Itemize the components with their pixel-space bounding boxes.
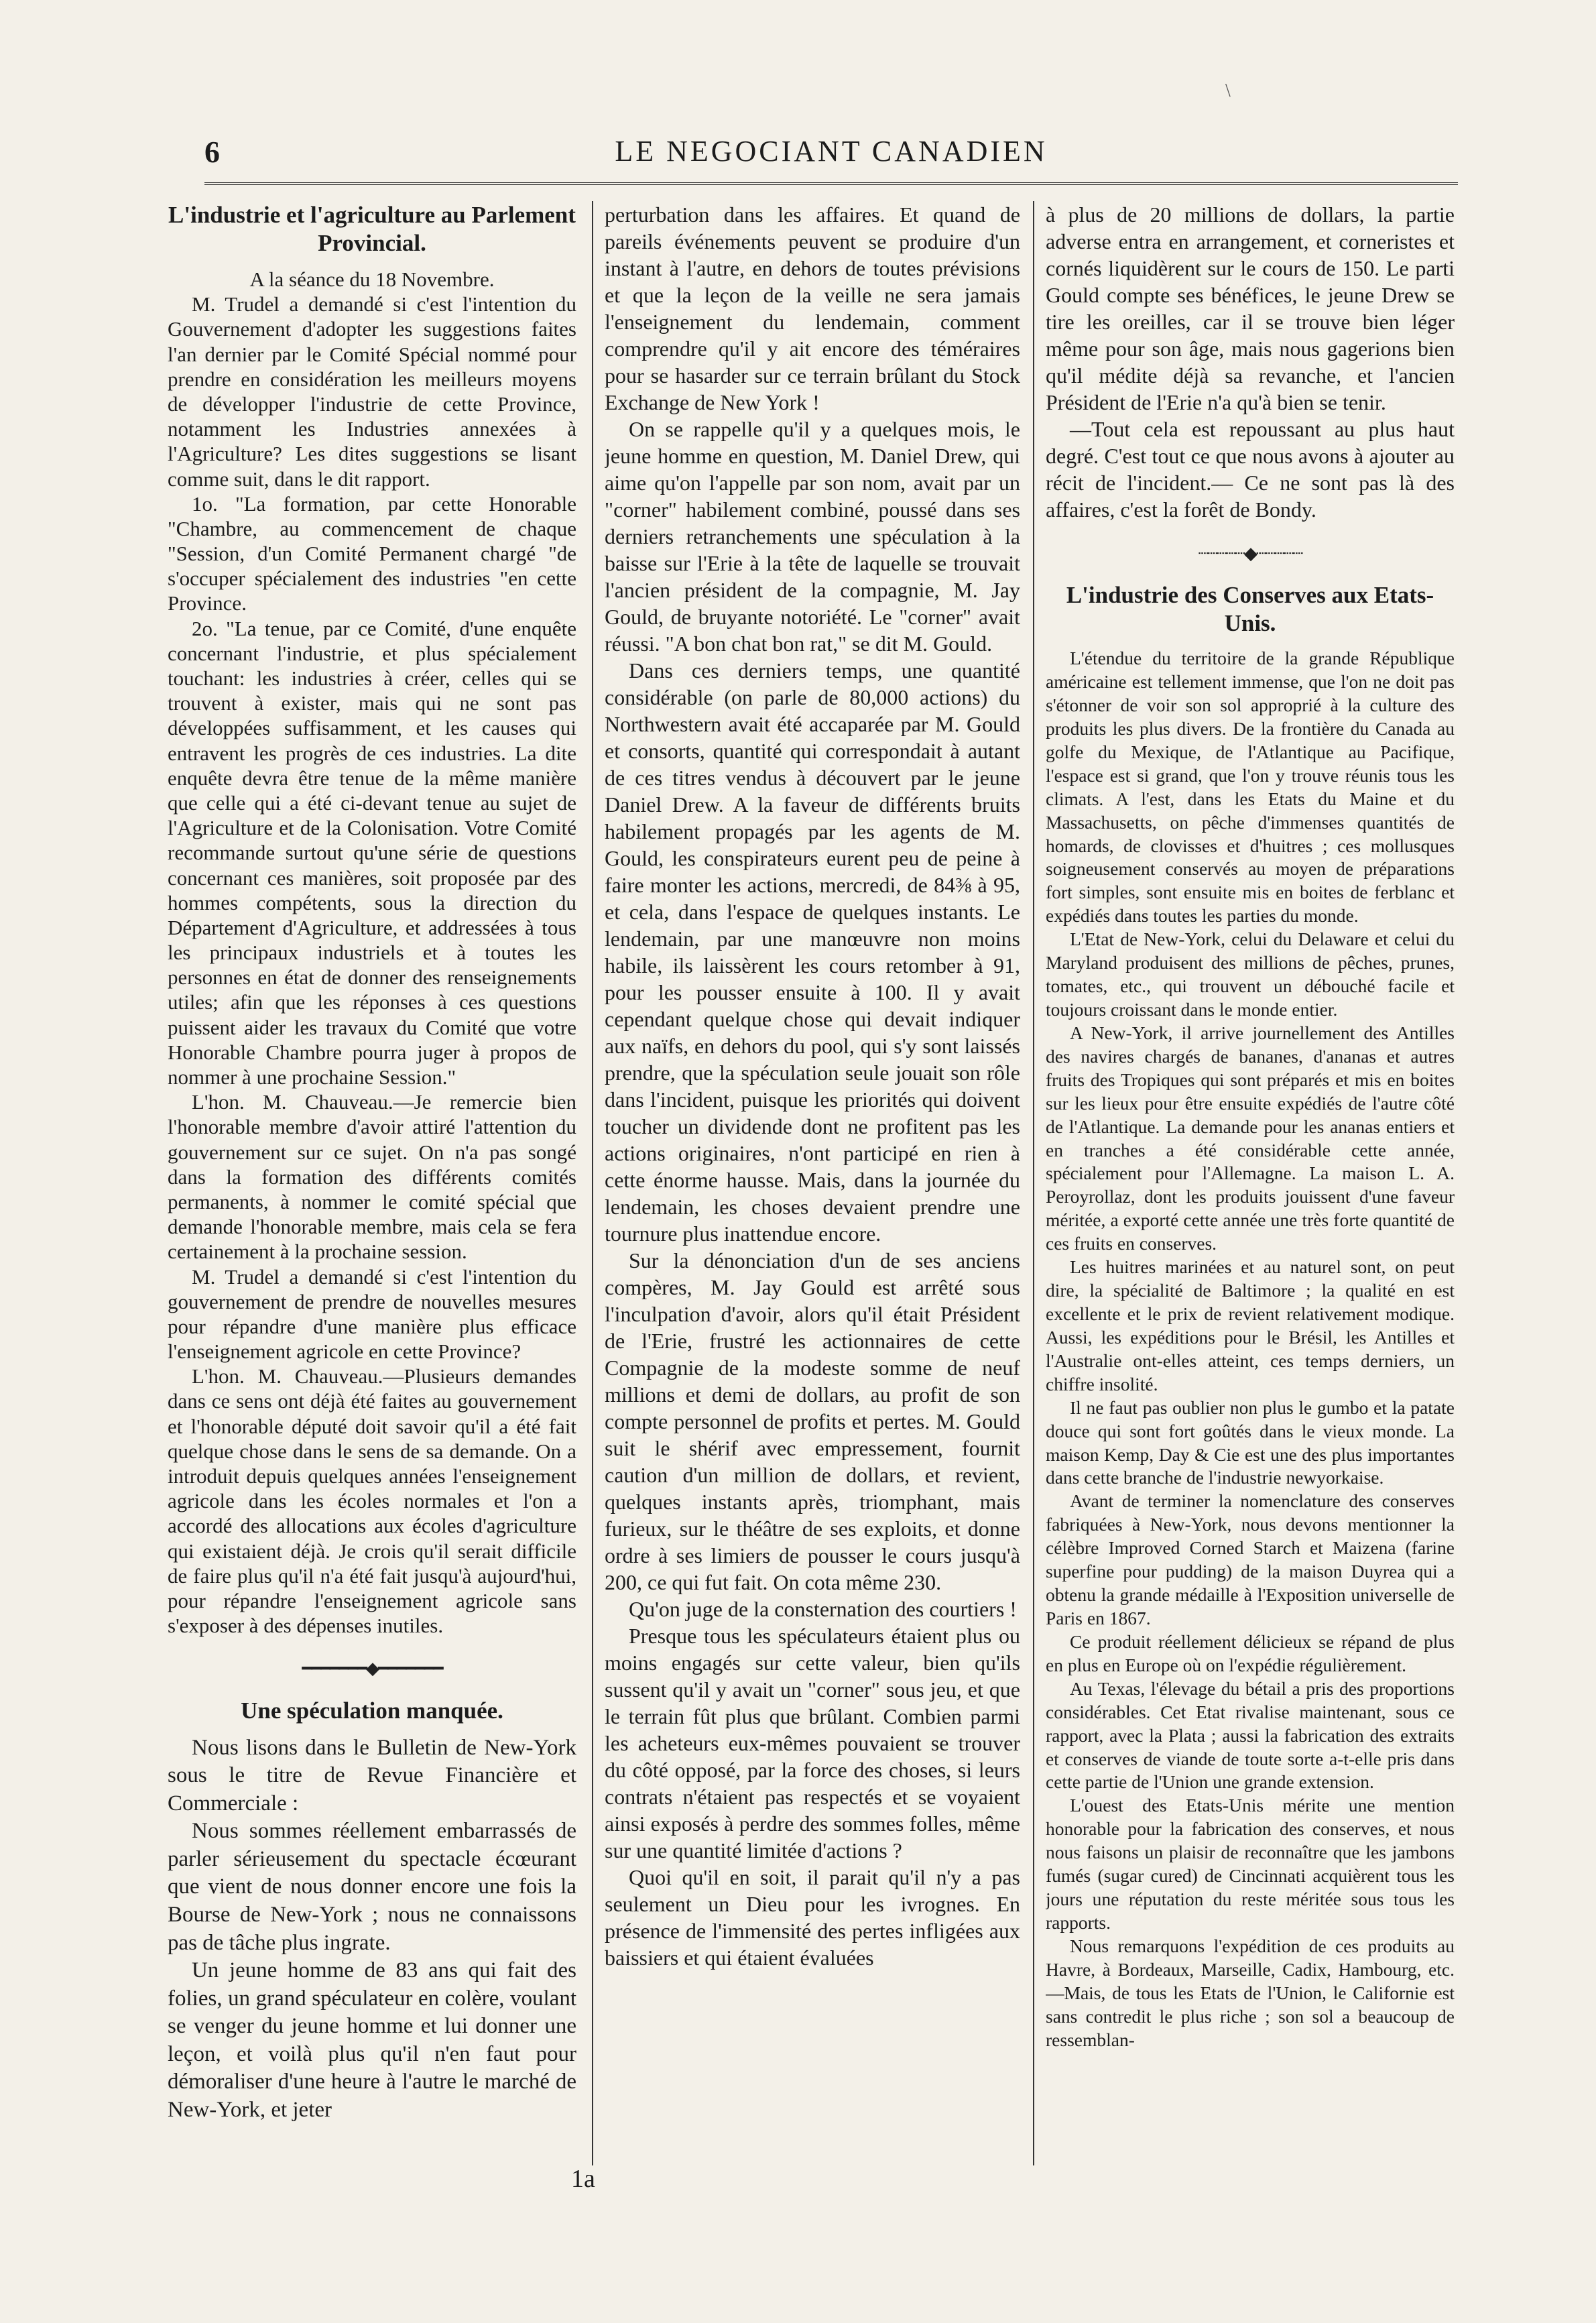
article-body-conserves — [1046, 647, 1455, 2051]
paragraph: On se rappelle qu'il y a quelques mois, le jeune homme en question, M. Daniel Drew, qui aime qu'on l'appelle par son nom, avait par un "corner" habilement combiné, poussé dans ses derniers retranchements une spéculation à la baisse sur l'Erie à la tête de laquelle se trouvait l'ancien président de la compagnie, M. Jay Gould, de bruyante notoriété. Le "corner" avait réussi. "A bon chat bon rat," se dit M. Gould. — [605, 417, 1020, 656]
article-title-conserves: L'industrie des Conserves aux Etats-Unis. — [1066, 582, 1434, 637]
paragraph: Avant de terminer la nomenclature des conserves fabriquées à New-York, nous devons mentionner la célèbre Improved Corned Starch et Maizena (farine superfine pour pudding) de la maison Duyrea qui a obtenu la grande médaille à l'Exposition universelle de Paris en 1867. — [1046, 1490, 1455, 1628]
page-number: 6 — [204, 135, 220, 169]
section-separator: ┈┈┈┈┈◆┈┈┈┈┈ — [1198, 544, 1302, 563]
article-title-speculation: Une spéculation manquée. — [241, 1697, 503, 1724]
article-title-parlement: L'industrie et l'agriculture au Parlement Provincial. — [168, 202, 576, 256]
paragraph: Ce produit réellement délicieux se répand de plus en plus en Europe où on l'expédie régulièrement. — [1046, 1630, 1455, 1675]
paragraph: A la séance du 18 Novembre. — [249, 267, 495, 291]
paragraph: perturbation dans les affaires. Et quand de pareils événements peuvent se produire d'un instant à l'autre, en dehors de toutes prévisions et que la leçon de la veille ne sera jamais l'enseignement du lendemain, comment comprendre qu'il y ait encore des téméraires pour se hasarder sur ce terrain brûlant du Stock Exchange de New York ! — [605, 202, 1020, 414]
printer-signature: 1a — [571, 2165, 595, 2193]
page-header — [204, 134, 1458, 181]
paragraph: A New-York, il arrive journellement des Antilles des navires chargés de bananes, d'ananas et autres fruits des Tropiques qui sont préparés et mis en boites sur les lieux pour être ensuite expédiés de l'autre côté de l'Atlantique. La demande pour les ananas entiers et en tranches a été considérable cette année, spécialement pour l'Allemagne. La maison L. A. Peroyrollaz, dont les produits jouissent d'une faveur méritée, a exporté cette année une très forte quantité de ces fruits en conserves. — [1046, 1022, 1455, 1254]
paragraph: Quoi qu'il en soit, il parait qu'il n'y a pas seulement un Dieu pour les ivrognes. En présence de l'immensité des pertes infligées aux baissiers et qui étaient évaluées — [605, 1865, 1020, 1970]
paragraph: 2o. "La tenue, par ce Comité, d'une enquête concernant l'industrie, et plus spécialement touchant: les industries à créer, celles qui se trouvent à exister, mais qui ne sont pas développées suffisamment, et les causes qui entravent les progrès de ces industries. La dite enquête devra être tenue de la même manière que celle qui a été ci-devant tenue au sujet de l'Agriculture et de la Colonisation. Votre Comité recommande surtout qu'une série de questions concernant ces manières, soit proposée par des hommes compétents, sous la direction du Département d'Agriculture, et addressées à tous les principaux industriels et à toutes les personnes en état de donner des renseignements utiles; afin que les réponses à ces questions puissent aider les travaux du Comité que votre Honorable Chambre pourra juger à propos de nommer à une prochaine Session." — [168, 616, 576, 1089]
stray-mark: \ — [1225, 80, 1231, 101]
paragraph: à plus de 20 millions de dollars, la partie adverse entra en arrangement, et corneristes et cornés liquidèrent sur le cours de 150. Le parti Gould compte ses bénéfices, le jeune Drew se tire les oreilles, car il se trouve bien léger même pour son âge, mais nous gagerions bien qu'il médite déjà sa revanche, et l'ancien Président de l'Erie n'a qu'à bien se tenir. — [1046, 202, 1455, 414]
paragraph: M. Trudel a demandé si c'est l'intention du Gouvernement d'adopter les suggestions faites l'an dernier par le Comité Spécial nommé pour prendre en considération les meilleurs moyens de développer l'industrie de cette Province, notamment les Industries annexées à l'Agriculture? Les dites suggestions se lisant comme suit, dans le dit rapport. — [168, 292, 576, 491]
paragraph: Un jeune homme de 83 ans qui fait des folies, un grand spéculateur en colère, voulant se venger du jeune homme et lui donner une leçon, et voilà plus qu'il n'en faut pour démoraliser d'une heure à l'autre le marché de New-York, et jeter — [168, 1958, 576, 2123]
paragraph: L'hon. M. Chauveau.—Plusieurs demandes dans ce sens ont déjà été faites au gouvernement et l'honorable député doit savoir qu'il a été fait quelque chose dans le sens de sa demande. On a introduit depuis quelques années l'enseignement agricole dans les écoles normales et l'on a accordé des allocations aux écoles d'agriculture qui existaient déjà. Je crois qu'il serait difficile de faire plus qu'il n'a été fait jusqu'à aujourd'hui, pour répandre l'enseignement agricole sans s'exposer à des dépenses inutiles. — [168, 1364, 576, 1638]
column-3 — [1046, 201, 1455, 2165]
paragraph: M. Trudel a demandé si c'est l'intention du gouvernement de prendre de nouvelles mesures pour répandre d'une manière plus efficace l'enseignement agricole en cette Province? — [168, 1264, 576, 1364]
header-rule — [204, 182, 1458, 185]
paragraph: L'étendue du territoire de la grande République américaine est tellement immense, que l'on ne doit pas s'étonner de voir son sol approprié à la culture des produits les plus divers. De la frontière du Canada au golfe du Mexique, de l'Atlantique au Pacifique, l'espace est si grand, que l'on y trouve réunis tous les climats. A l'est, dans les Etats du Maine et du Massachusetts, on pêche d'immenses quantités de homards, de clovisses et d'huitres ; ces mollusques soigneusement conservés au moyen de préparations fort simples, sont ensuite mis en boites de ferblanc et expédiés dans toutes les parties du monde. — [1046, 648, 1455, 927]
paragraph: Dans ces derniers temps, une quantité considérable (on parle de 80,000 actions) du Northwestern avait été accaparée par M. Gould et consorts, quantité qui correspondait à autant de ces titres vendus à découvert par le jeune Daniel Drew. A la faveur de différents bruits habilement propagés par les agents de M. Gould, les conspirateurs eurent peu de peine à faire monter les actions, mercredi, de 84⅜ à 95, et cela, dans l'espace de quelques instants. Le lendemain, par une manœuvre non moins habile, ils laissèrent les cours retomber à 91, pour les pousser ensuite à 100. Il y avait cependant quelque chose qui devait indiquer aux naïfs, en dehors du pool, qui s'y sont laissés prendre, que la spéculation seule jouait son rôle dans l'incident, puisque les priorités qui doivent toucher un dividende dont ne profitent pas les actions originaires, n'ont participé en rien à cette énorme hausse. Mais, dans la journée du lendemain, les choses devaient prendre une tournure plus inattendue encore. — [605, 658, 1020, 1246]
paragraph: Il ne faut pas oublier non plus le gumbo et la patate douce qui sont fort goûtés dans le vieux monde. La maison Kemp, Day & Cie est une des plus importantes dans cette branche de l'industrie newyorkaise. — [1046, 1396, 1455, 1488]
paragraph: L'hon. M. Chauveau.—Je remercie bien l'honorable membre d'avoir attiré l'attention du gouvernement sur ce sujet. On n'a pas songé dans la formation des différents comités permanents, à nommer le comité spécial que demande l'honorable membre, mais cela se fera certainement à la prochaine session. — [168, 1090, 576, 1264]
paragraph: —Tout cela est repoussant au plus haut degré. C'est tout ce que nous avons à ajouter au récit de l'incident.— Ce ne sont pas là des affaires, c'est la forêt de Bondy. — [1046, 417, 1455, 522]
section-separator: ━━━━━━━◆━━━━━━━ — [302, 1659, 442, 1679]
paragraph: Nous lisons dans le Bulletin de New-York sous le titre de Revue Financière et Commerciale : — [168, 1735, 576, 1815]
article-body-speculation-part3 — [1046, 201, 1455, 523]
column-rule — [1033, 201, 1034, 2165]
column-1 — [168, 201, 576, 2165]
paragraph: L'Etat de New-York, celui du Delaware et celui du Maryland produisent des millions de pêches, prunes, tomates, etc., qui trouvent un débouché facile et toujours croissant dans le monde entier. — [1046, 929, 1455, 1020]
paragraph: Presque tous les spéculateurs étaient plus ou moins engagés sur cette valeur, bien qu'ils sussent qu'il y avait un "corner" sous jeu, et que le terrain fût plus que brûlant. Combien parmi les acheteurs eux-mêmes pouvaient se trouver du côté opposé, par la force des choses, si leurs contrats n'étaient pas respectés et se voyaient ainsi exposés à perdre des sommes folles, même sur une quantité limitée d'actions ? — [605, 1624, 1020, 1862]
paragraph: Qu'on juge de la consternation des courtiers ! — [629, 1597, 1017, 1621]
paragraph: Au Texas, l'élevage du bétail a pris des proportions considérables. Cet Etat rivalise maintenant, sous ce rapport, avec la Plata ; aussi la fabrication des extraits et conserves de viande de toute sorte a-t-elle pris dans cette partie de l'Union une grande extension. — [1046, 1677, 1455, 1793]
paragraph: 1o. "La formation, par cette Honorable "Chambre, au commencement de chaque "Session, d'un Comité Permanent chargé "de s'occuper spécialement des industries "en cette Province. — [168, 491, 576, 615]
paragraph: Nous sommes réellement embarrassés de parler sérieusement du spectacle écœurant que vient de nous donner encore une fois la Bourse de New-York ; nous ne connaissons pas de tâche plus ingrate. — [168, 1819, 576, 1955]
running-title: LE NEGOCIANT CANADIEN — [615, 135, 1048, 168]
paragraph: Les huitres marinées et au naturel sont, on peut dire, la spécialité de Baltimore ; la qualité en est excellente et le prix de revient relativement modique. Aussi, les expéditions pour le Brésil, les Antilles et l'Australie ont-elles atteint, ces temps derniers, un chiffre insolité. — [1046, 1256, 1455, 1394]
paragraph: L'ouest des Etats-Unis mérite une mention honorable pour la fabrication des conserves, et nous nous faisons un plaisir de reconnaître que les jambons fumés (sugar cured) de Cincinnati acquièrent tous les jours une réputation du reste méritée sous tous les rapports. — [1046, 1795, 1455, 1933]
paragraph: Nous remarquons l'expédition de ces produits au Havre, à Bordeaux, Marseille, Cadix, Hambourg, etc.—Mais, de tous les Etats de l'Union, le Californie est sans contredit le plus riche ; son sol a beaucoup de ressemblan- — [1046, 1935, 1455, 2050]
paragraph: Sur la dénonciation d'un de ses anciens compères, M. Jay Gould est arrêté sous l'inculpation d'avoir, alors qu'il était Président de l'Erie, frustré les actionnaires de cette Compagnie de la modeste somme de neuf millions et demi de dollars, au profit de son compte personnel de profits et pertes. M. Gould suit le shérif avec empressement, fournit caution d'un million de dollars, et revient, quelques instants après, triomphant, mais furieux, sur le théâtre de ses exploits, et donne ordre à ses limiers de pousser le cours jusqu'à 200, ce qui fut fait. On cota même 230. — [605, 1248, 1020, 1594]
article-body-speculation-part1 — [168, 1734, 576, 2125]
column-rule — [592, 201, 593, 2165]
article-body-parlement — [168, 267, 576, 1638]
column-2 — [605, 201, 1020, 2165]
